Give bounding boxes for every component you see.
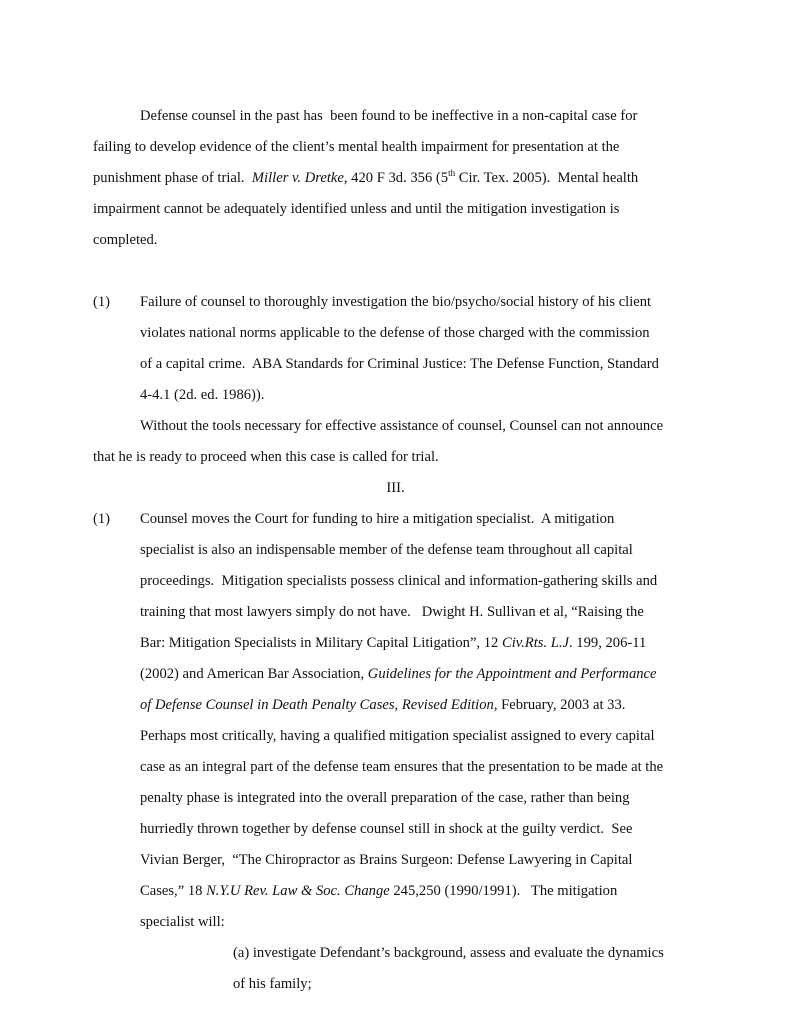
text-line [140,665,657,683]
text-line: completed. [93,232,158,248]
text-run: , 420 F 3d. 356 (5 [343,170,449,186]
text-line: proceedings. Mitigation specialists possess clinical and information-gathering skills and [140,573,658,589]
text-line: failing to develop evidence of the client’s mental health impairment for presentation at the [93,139,620,155]
item-number: (1) [93,511,111,527]
text-line: specialist is also an indispensable member of the defense team throughout all capital [140,542,633,558]
section-heading: III. [386,480,405,496]
text-run: punishment phase of trial. [93,170,252,186]
item-number: (1) [93,294,111,310]
text-line: of a capital crime. ABA Standards for Criminal Justice: The Defense Function, Standard [140,356,659,372]
text-line [93,169,638,187]
text-line [140,882,617,900]
publication-title: of Defense Counsel in Death Penalty Cases, Revised Edition [140,697,494,713]
text-run: Bar: Mitigation Specialists in Military Capital Litigation”, 12 [140,635,502,651]
text-line: specialist will: [140,914,225,930]
text-run: . 199, 206-11 [569,635,647,651]
journal-title: N.Y.U Rev. Law & Soc. Change [206,883,390,899]
text-line: Perhaps most critically, having a qualified mitigation specialist assigned to every capital [140,728,655,744]
text-line: impairment cannot be adequately identified unless and until the mitigation investigation is [93,201,620,217]
text-run: Cases,” 18 [140,883,207,899]
text-line: case as an integral part of the defense team ensures that the presentation to be made at the [140,759,664,775]
text-line: violates national norms applicable to the defense of those charged with the commission [140,325,650,341]
text-line [140,696,625,714]
text-line [140,634,646,652]
publication-title: Guidelines for the Appointment and Performance [367,666,657,682]
text-line: Defense counsel in the past has been found to be ineffective in a non-capital case for [140,108,638,124]
text-line: 4-4.1 (2d. ed. 1986)). [140,387,265,403]
text-line: penalty phase is integrated into the overall preparation of the case, rather than being [140,790,630,806]
text-line: that he is ready to proceed when this case is called for trial. [93,449,439,465]
superscript: th [448,168,456,178]
case-citation: Miller v. Dretke [251,170,344,186]
text-run: 245,250 (1990/1991). The mitigation [389,883,618,899]
text-line: Without the tools necessary for effective assistance of counsel, Counsel can not announce [140,418,664,434]
text-run: Cir. Tex. 2005). Mental health [455,170,639,186]
text-line: of his family; [233,976,312,992]
text-run: , February, 2003 at 33. [493,697,626,713]
text-line: hurriedly thrown together by defense counsel still in shock at the guilty verdict. See [140,821,633,837]
text-line: Counsel moves the Court for funding to hire a mitigation specialist. A mitigation [140,511,615,527]
journal-title: Civ.Rts. L.J [501,635,569,651]
text-line: (a) investigate Defendant’s background, assess and evaluate the dynamics [233,945,664,961]
text-line: Vivian Berger, “The Chiropractor as Brains Surgeon: Defense Lawyering in Capital [140,852,633,868]
text-run: (2002) and American Bar Association, [140,666,368,682]
text-line: Failure of counsel to thoroughly investigation the bio/psycho/social history of his client [140,294,652,310]
text-line: training that most lawyers simply do not have. Dwight H. Sullivan et al, “Raising the [140,604,644,620]
